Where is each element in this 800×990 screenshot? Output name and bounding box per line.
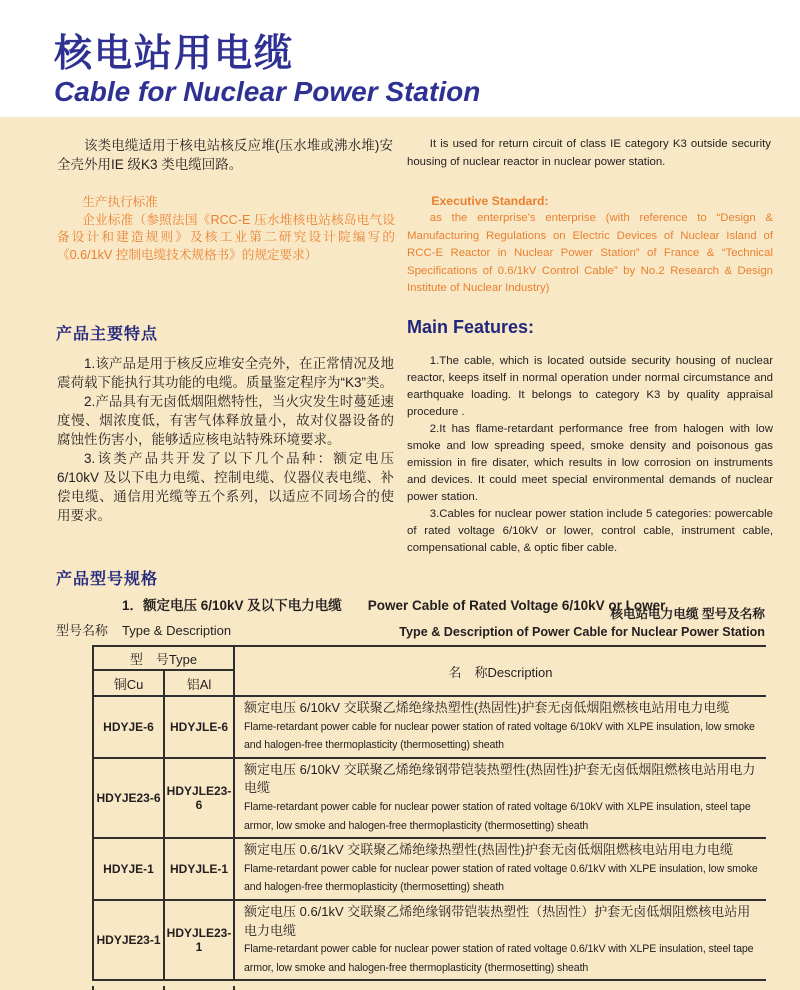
feature-item-cn: 1.该产品是用于核反应堆安全壳外，在正常情况及地震荷载下能执行其功能的电缆。质量鉴定程序为“K3”类。 [57,356,394,390]
type-code-cu: HDYJE-1 [93,838,164,900]
features-list-cn [57,354,394,525]
feature-item-en: 1.The cable, which is located outside security housing of nuclear reactor, keeps itself in normal operation under normal circumstance and earthquake loading. It belongs to category K3 by quality appraisal procedure . [407,355,773,418]
executive-standard-title-en: Executive Standard: [431,194,549,208]
column-header-type: 型 号Type [93,646,234,670]
type-code-al: HDYJLE23-6 [164,758,234,838]
description-en: Flame-retardant power cable for nuclear power station of rated voltage 6/10kV with XLPE insulation, steel tape armor, low smoke and halogen-free thermoplasticity (thermosetting) sheath [244,800,751,832]
type-description-label [56,620,231,639]
type-code-cu: HDYJE23-1 [93,900,164,980]
description-cn: 额定电压 0.6/1kV 交联聚乙烯绝缘热塑性(热固性)护套无卤低烟阻燃核电站用电力电缆 [244,842,733,858]
spec-section-heading: 产品型号规格 [56,571,159,588]
table-row [93,838,766,900]
type-code-al: HDYJLE23-1 [164,900,234,980]
type-code-al: HDYJLE-6 [164,696,234,758]
description-en: Flame-retardant power cable for nuclear power station of rated voltage 0.6/1kV with XLPE insulation, low smoke and halogen-free thermoplasticity (thermosetting) sheath [244,862,758,894]
description-cell [234,758,766,838]
description-en: Flame-retardant power cable for nuclear power station of rated voltage 6/10kV with XLPE insulation, low smoke and halogen-free thermoplasticity (thermosetting) sheath [244,720,755,752]
description-cn: 额定电压 0.6/1kV 交联聚乙烯绝缘钢带铠装热塑性（热固性）护套无卤低烟阻燃核电站用电力电缆 [244,903,751,938]
executive-standard-cn [57,194,395,264]
table-border-stub-line [163,986,165,990]
description-cell [234,900,766,980]
description-cn: 额定电压 6/10kV 交联聚乙烯绝缘钢带铠装热塑性(热固性)护套无卤低烟阻燃核电站用电力电缆 [244,761,756,796]
table-header-row-1 [93,646,766,670]
features-heading-en: Main Features: [407,317,535,337]
column-header-copper: 铜Cu [93,670,164,696]
table-row [93,900,766,980]
features-heading-cn: 产品主要特点 [56,326,159,343]
type-description-table [92,645,766,981]
executive-standard-title-cn: 生产执行标准 [82,195,158,209]
page-title-en: Cable for Nuclear Power Station [54,76,481,107]
table-border-stub [92,986,767,990]
features-list-en [407,353,773,557]
table-row [93,696,766,758]
column-header-aluminium: 铝Al [164,670,234,696]
table-caption-cn: 核电站电力电缆 型号及名称 [610,607,765,621]
table-border-stub-line [233,986,235,990]
executive-standard-body-cn: 企业标准（参照法国《RCC-E 压水堆核电站核岛电气设备设计和建造规则》及核工业第二研究设计院编写的《0.6/1kV 控制电缆技术规格书》的规定要求） [57,212,395,262]
intro-paragraph-en: It is used for return circuit of class IE category K3 outside security housing of nuclear reactor in nuclear power station. [407,138,771,168]
type-code-cu: HDYJE23-6 [93,758,164,838]
page-title-cn: 核电站用电缆 [54,33,295,75]
type-code-cu: HDYJE-6 [93,696,164,758]
table-caption [300,606,765,641]
table-caption-en: Type & Description of Power Cable for Nuclear Power Station [399,624,765,639]
intro-paragraph-cn: 该类电缆适用于核电站核反应堆(压水堆或沸水堆)安全壳外用IE 级K3 类电缆回路。 [57,138,393,172]
column-header-description: 名 称Description [234,646,766,696]
table-row [93,758,766,838]
feature-item-en: 3.Cables for nuclear power station include 5 categories: powercable of rated voltage 6/10kV or lower, control cable, instrument cable, compensational cable, & optic fiber cable. [407,508,773,554]
feature-item-cn: 2.产品具有无卤低烟阻燃特性，当火灾发生时蔓延速度慢、烟浓度低，有害气体释放量小，故对仪器设备的腐蚀性伤害小，能够适应核电站特殊环境要求。 [57,394,394,447]
feature-item-cn: 3.该类产品共开发了以下几个品种：额定电压 6/10kV 及以下电力电缆、控制电缆、仪器仪表电缆、补偿电缆、通信用光缆等五个系列，以适应不同场合的使用要求。 [57,451,394,523]
type-code-al: HDYJLE-1 [164,838,234,900]
executive-standard-body-en: as the enterprise's enterprise (with reference to “Design & Manufacturing Regulations on Electric Devices of Nuclear Island of RCC-E Reactor in Nuclear Power Station” of France & “Technical Specifications of 0.6/1kV Control Cable” by No.2 Research & Design Institute of Nuclear Industry) [407,212,773,295]
spec-subheading-cn: 1．额定电压 6/10kV 及以下电力电缆 [122,598,342,613]
description-cell [234,696,766,758]
feature-item-en: 2.It has flame-retardant performance free from halogen with low smoke and low spreading speed, smoke density and poisonous gas emission in fire disater, which results in low corrosion on instruments and devices. It could meet special environmental demands of nuclear power station. [407,423,773,503]
description-cell [234,838,766,900]
spec-subheading-en: Power Cable of Rated Voltage 6/10kV or Lower [367,598,666,613]
description-cn: 额定电压 6/10kV 交联聚乙烯绝缘热塑性(热固性)护套无卤低烟阻燃核电站用电力电缆 [244,700,730,715]
description-en: Flame-retardant power cable for nuclear power station of rated voltage 0.6/1kV with XLPE insulation, steel tape armor, low smoke and halogen-free thermoplasticity (thermosetting) sheath [244,943,754,974]
type-description-label-cn: 型号名称 [56,623,109,638]
type-description-label-en: Type & Description [122,623,232,638]
executive-standard-en [407,193,773,297]
